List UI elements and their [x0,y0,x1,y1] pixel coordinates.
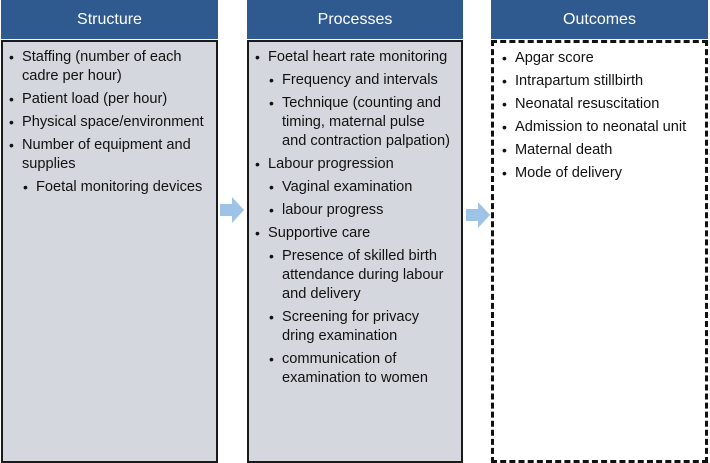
bullet-icon: • [255,225,260,241]
list-item [255,48,451,67]
list-item-text: Intrapartum stillbirth [515,73,644,89]
list-item-text: Apgar score [515,50,594,66]
bullet-icon: • [502,73,507,89]
list-item [23,178,205,197]
list-item-text: Labour progression [268,156,394,172]
bullet-icon: • [9,114,14,130]
list-item [502,118,698,137]
list-item-text: Screening for privacy dring examination [282,309,420,344]
list-item-text: communication of examination to women [282,351,429,386]
list-item [269,308,451,346]
list-item [9,113,205,132]
list-item [269,94,451,151]
list-item [502,141,698,160]
bullet-icon: • [255,156,260,172]
bullet-icon: • [269,72,274,88]
processes-box [247,40,463,463]
bullet-icon: • [9,91,14,107]
bullet-icon: • [502,96,507,112]
list-item-text: Number of equipment and supplies [22,137,191,172]
list-item-text: Physical space/environment [22,114,204,130]
list-item [269,71,451,90]
structure-box [1,40,218,463]
list-item-text: Technique (counting and timing, maternal pulse and contraction palpation) [282,95,450,149]
list-item-text: Admission to neonatal unit [515,119,687,135]
list-item [502,164,698,183]
bullet-icon: • [269,202,274,218]
bullet-icon: • [502,142,507,158]
bullet-icon: • [269,351,274,367]
bullet-icon: • [255,49,260,65]
processes-list [255,48,451,388]
outcomes-box [491,40,708,463]
list-item [269,178,451,197]
outcomes-header: Outcomes [491,0,708,39]
list-item-text: labour progress [282,202,384,218]
list-item-text: Patient load (per hour) [22,91,168,107]
outcomes-column [491,0,708,463]
list-item-text: Vaginal examination [282,179,413,195]
list-item-text: Frequency and intervals [282,72,438,88]
list-item-text: Foetal heart rate monitoring [268,49,448,65]
list-item [269,247,451,304]
bullet-icon: • [269,179,274,195]
list-item [502,72,698,91]
structure-header: Structure [1,0,218,39]
list-item [269,201,451,220]
bullet-icon: • [269,248,274,264]
list-item-text: Supportive care [268,225,371,241]
bullet-icon: • [9,49,14,65]
list-item [502,49,698,68]
list-item [255,155,451,174]
bullet-icon: • [9,137,14,153]
bullet-icon: • [269,309,274,325]
list-item [269,350,451,388]
list-item-text: Foetal monitoring devices [36,179,203,195]
list-item [9,90,205,109]
list-item [255,224,451,243]
list-item-text: Mode of delivery [515,165,623,181]
list-item [9,136,205,174]
bullet-icon: • [502,50,507,66]
structure-column [1,0,218,463]
list-item-text: Staffing (number of each cadre per hour) [22,49,182,84]
list-item-text: Presence of skilled birth attendance during labour and delivery [282,248,444,302]
list-item [502,95,698,114]
bullet-icon: • [502,165,507,181]
arrow-structure-to-processes [218,195,246,225]
structure-list [9,48,205,197]
processes-header: Processes [247,0,463,39]
processes-column [247,0,463,463]
arrow-processes-to-outcomes [464,200,492,230]
bullet-icon: • [23,179,28,195]
bullet-icon: • [269,95,274,111]
list-item-text: Neonatal resuscitation [515,96,660,112]
outcomes-list [502,49,698,183]
list-item-text: Maternal death [515,142,613,158]
bullet-icon: • [502,119,507,135]
list-item [9,48,205,86]
